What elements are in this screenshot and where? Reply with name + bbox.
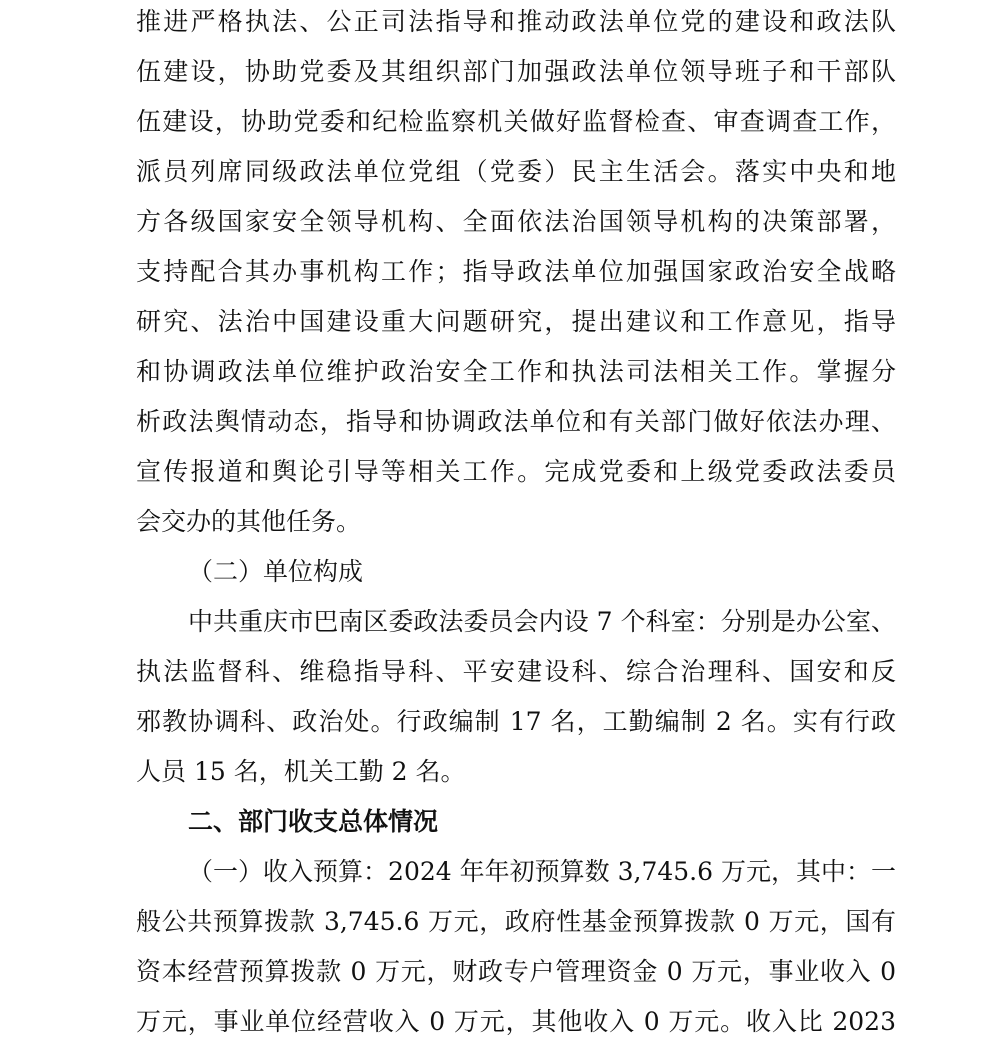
section-heading: 二、部门收支总体情况 [188,807,439,836]
paragraph-line: 伍建设，协助党委及其组织部门加强政法单位领导班子和干部队 [136,57,896,86]
paragraph-line: 宣传报道和舆论引导等相关工作。完成党委和上级党委政法委员 [136,457,896,486]
paragraph-line: （一）收入预算：2024 年年初预算数 3,745.6 万元，其中：一 [188,857,896,886]
paragraph-line: 方各级国家安全领导机构、全面依法治国领导机构的决策部署， [136,207,896,236]
paragraph-line: 派员列席同级政法单位党组（党委）民主生活会。落实中央和地 [136,157,896,186]
paragraph-line: 般公共预算拨款 3,745.6 万元，政府性基金预算拨款 0 万元，国有 [136,907,896,936]
paragraph-line: 推进严格执法、公正司法指导和推动政法单位党的建设和政法队 [136,7,896,36]
paragraph-line: 支持配合其办事机构工作；指导政法单位加强国家政治安全战略 [136,257,896,286]
paragraph-line: 研究、法治中国建设重大问题研究，提出建议和工作意见，指导 [136,307,896,336]
paragraph-line: 会交办的其他任务。 [136,507,362,536]
paragraph-line: 资本经营预算拨款 0 万元，财政专户管理资金 0 万元，事业收入 0 [136,957,896,986]
paragraph-line: 伍建设，协助党委和纪检监察机关做好监督检查、审查调查工作， [136,107,896,136]
subheading-unit-composition: （二）单位构成 [188,557,364,586]
paragraph-line: 执法监督科、维稳指导科、平安建设科、综合治理科、国安和反 [136,657,896,686]
paragraph-line: 万元，事业单位经营收入 0 万元，其他收入 0 万元。收入比 2023 [136,1007,896,1036]
paragraph-line: 和协调政法单位维护政治安全工作和执法司法相关工作。掌握分 [136,357,896,386]
paragraph-line: 邪教协调科、政治处。行政编制 17 名，工勤编制 2 名。实有行政 [136,707,896,736]
paragraph-line: 析政法舆情动态，指导和协调政法单位和有关部门做好依法办理、 [136,407,896,436]
paragraph-line: 人员 15 名，机关工勤 2 名。 [136,757,466,786]
paragraph-line: 中共重庆市巴南区委政法委员会内设 7 个科室：分别是办公室、 [188,607,896,636]
